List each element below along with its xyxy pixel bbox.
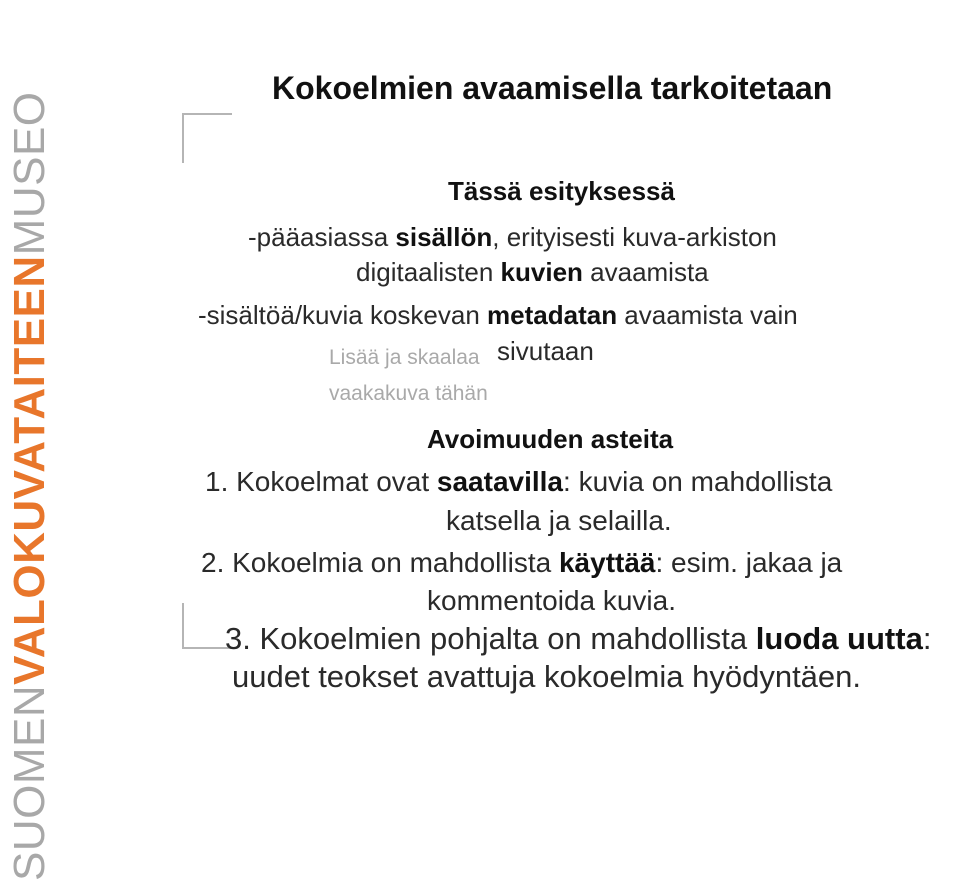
openness-item-1: 1. Kokoelmat ovat saatavilla: kuvia on mahdollista (205, 466, 833, 497)
openness-item-2-continuation: kommentoida kuvia. (427, 585, 677, 616)
frame-corner-top (182, 113, 232, 163)
presentation-line-3: -sisältöä/kuvia koskevan metadatan avaamista vain (198, 300, 798, 330)
logo-part-museo: MUSEO (5, 91, 54, 256)
logo-part-suomen: SUOMEN (5, 684, 54, 881)
image-placeholder-line-1: Lisää ja skaalaa (329, 346, 480, 369)
presentation-line-2: digitaalisten kuvien avaamista (356, 257, 709, 287)
museum-logo-vertical (7, 1, 53, 881)
image-placeholder-line-2: vaakakuva tähän (329, 382, 488, 405)
slide-title: Kokoelmien avaamisella tarkoitetaan (272, 70, 833, 106)
openness-item-3: 3. Kokoelmien pohjalta on mahdollista luoda uutta: (225, 621, 932, 656)
openness-item-3-continuation: uudet teokset avattuja kokoelmia hyödyntäen. (232, 659, 862, 694)
logo-part-valokuvataiteen: VALOKUVATAITEEN (5, 255, 54, 685)
openness-item-2: 2. Kokoelmia on mahdollista käyttää: esim. jakaa ja (201, 547, 843, 578)
presentation-line-1: -pääasiassa sisällön, erityisesti kuva-arkiston (248, 222, 777, 252)
section-heading-openness: Avoimuuden asteita (427, 424, 674, 454)
openness-item-1-continuation: katsella ja selailla. (446, 505, 672, 536)
presentation-line-4: sivutaan (497, 336, 594, 366)
section-heading-presentation: Tässä esityksessä (448, 176, 675, 206)
